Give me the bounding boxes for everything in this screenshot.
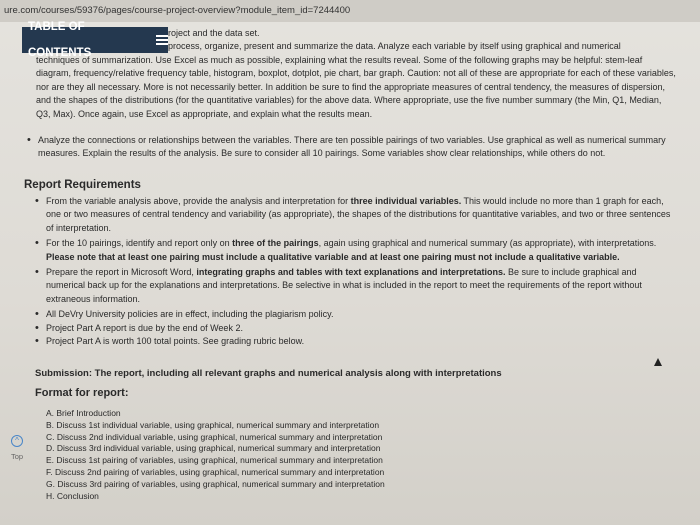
requirement-item-4: • All DeVry University policies are in effect, including the plagiarism policy. [46,308,676,321]
format-item: A. Brief Introduction [46,408,121,418]
hamburger-icon [156,35,168,45]
requirement-item-6: • Project Part A is worth 100 total points. See grading rubric below. [46,335,676,348]
format-item: E. Discuss 1st pairing of variables, using graphical, numerical summary and interpretation [46,455,383,466]
format-item: B. Discuss 1st individual variable, using graphical, numerical summary and interpretation [46,419,380,430]
scroll-top-icon[interactable]: ^ [11,435,23,447]
page-content [0,22,700,525]
requirement-item-5: • Project Part A report is due by the end of Week 2. [46,322,676,335]
format-item: F. Discuss 2nd pairing of variables, using graphical, numerical summary and interpretation [46,466,385,477]
format-heading: Format for report: [35,387,129,399]
intro-paragraph: techniques of summarization. Use Excel as much as possible, explaining what the results reveal. Some of the following graphs may be helpful: stem-leaf diagram, frequency/relative frequency table, histogram, boxplot, dotplot, pie chart, bar graph. Caution: not all of these are appropriate for each of these variables, nor are they all necessary. More is not necessarily better. In addition be sure to find the appropriate measures of central tendency, the measures of dispersion, and the shapes of the distributions (for the quantitative variables) for the above data. Where appropriate, use the five number summary (the Min, Q1, Median, Q3, Max). Once again, use Excel as appropriate, and explain what the results mean. [36,55,676,119]
table-of-contents-button[interactable] [22,21,168,59]
scroll-top-label[interactable]: Top [11,452,24,461]
format-item: H. Conclusion [46,490,99,501]
requirements-heading: Report Requirements [24,179,141,191]
intro-line-1: roject and the data set. [168,28,260,38]
url-bar[interactable]: ure.com/courses/59376/pages/course-project-overview?module_item_id=7244400 [0,0,700,22]
intro-bullet: • Analyze the connections or relationships between the variables. There are ten possible pairings of two variables. Use graphical as well as numerical summary measures. Explain the results of the analysis. Be sure to consider all 10 pairings. Some variables show clear relationships, while others do not. [38,134,674,161]
submission-note: Submission: The report, including all relevant graphs and numerical analysis along with interpretations [35,368,502,379]
format-item: D. Discuss 3rd individual variable, using graphical, numerical summary and interpretation [46,443,381,454]
toc-label: TABLE OF CONTENTS [28,21,92,59]
intro-first-line [168,27,688,54]
requirements-list [46,195,676,348]
requirement-item-3: • Prepare the report in Microsoft Word, integrating graphs and tables with text explanations and interpretations. Be sure to include graphical and numerical back up for the explanations and interpretations. Be selective in what is included in the report to meet the requirements of the report without extraneous information. [46,266,676,306]
mouse-cursor-icon [654,358,662,366]
requirement-item-1: • From the variable analysis above, provide the analysis and interpretation for three individual variables. This would include no more than 1 graph for each, one or two measures of central tendency and variability (as appropriate), the shapes of the distributions for quantitative variables, and two or three sentences of interpretation. [46,195,676,235]
format-item: G. Discuss 3rd pairing of variables, using graphical, numerical summary and interpretation [46,478,385,489]
intro-bullets [38,134,674,161]
intro-line-2: process, organize, present and summarize the data. Analyze each variable by itself using graphical and numerical [168,41,621,52]
format-list [46,408,446,502]
requirement-item-2: • For the 10 pairings, identify and report only on three of the pairings, again using graphical and numerical summary (as appropriate), with interpretations. Please note that at least one pairing must include a qualitative variable and at least one pairing must not include a qualitative variable. [46,237,676,264]
format-item: C. Discuss 2nd individual variable, using graphical, numerical summary and interpretation [46,431,383,442]
